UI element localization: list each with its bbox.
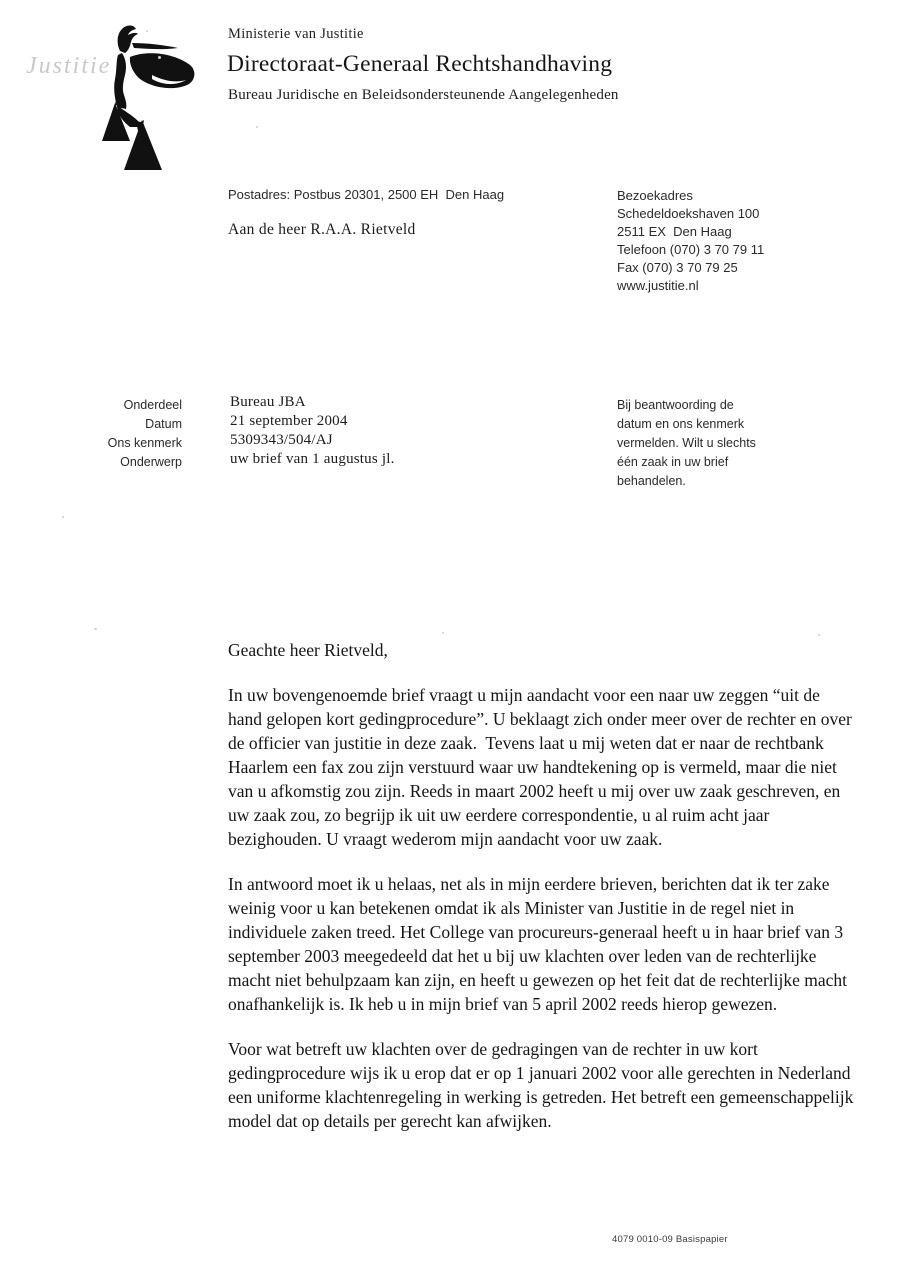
- scan-speck: [146, 30, 148, 32]
- meta-label-onderdeel: Onderdeel: [123, 398, 182, 412]
- meta-label-datum: Datum: [145, 417, 182, 431]
- ministry-name: Ministerie van Justitie: [228, 26, 364, 42]
- visit-address-line: Schedeldoekshaven 100: [617, 206, 760, 221]
- meta-label-ons-kenmerk: Ons kenmerk: [107, 436, 182, 450]
- recipient-line: Aan de heer R.A.A. Rietveld: [228, 221, 416, 238]
- meta-value-onderdeel: Bureau JBA: [230, 394, 306, 410]
- body-paragraph-3: Voor wat betreft uw klachten over de gedragingen van de rechter in uw kort gedingprocedure wijs ik u erop dat er op 1 januari 2002 voor alle gerechten in Nederland een uniforme klachtenregeling in werking is getreden. Het betreft een gemeenschappelijk model dat op details per gerecht kan afwijken.: [228, 1039, 858, 1131]
- visit-address-line: Telefoon (070) 3 70 79 11: [617, 242, 765, 257]
- reply-instruction-note: Bij beantwoording de datum en ons kenmerk vermelden. Wilt u slechts één zaak in uw brief behandelen.: [617, 398, 756, 488]
- directorate-title: Directoraat-Generaal Rechtshandhaving: [227, 51, 613, 77]
- scan-speck: [818, 634, 820, 636]
- justitie-watermark-text: Justitie: [26, 53, 112, 79]
- meta-values-column: [230, 393, 395, 469]
- paper-stock-code: 4079 0010-09 Basispapier: [612, 1234, 728, 1245]
- scan-speck: [62, 516, 64, 518]
- meta-value-datum: 21 september 2004: [230, 413, 348, 429]
- meta-value-onderwerp: uw brief van 1 augustus jl.: [230, 451, 395, 467]
- visit-website: www.justitie.nl: [617, 278, 699, 293]
- visit-address-block: [617, 187, 764, 295]
- justitia-logo: [92, 23, 212, 175]
- scan-speck: [442, 632, 444, 634]
- meta-label-onderwerp: Onderwerp: [120, 455, 182, 469]
- visit-address-title: Bezoekadres: [617, 188, 693, 203]
- letter-body: [228, 638, 856, 1154]
- body-paragraph-2: In antwoord moet ik u helaas, net als in mijn eerdere brieven, berichten dat ik ter zake weinig voor u kan betekenen omdat ik als Minister van Justitie in de regel niet in individuele zaken treed. Het College van procureurs-generaal heeft u in haar brief van 3 september 2003 meegedeeld dat het u bij uw klachten over leden van de rechterlijke macht niet behulpzaam kan zijn, en heeft u gewezen op het feit dat de rechterlijke macht onafhankelijk is. Ik heb u in mijn brief van 5 april 2002 reeds hierop gewezen.: [228, 874, 852, 1014]
- scan-speck: [158, 56, 161, 59]
- bureau-subtitle: Bureau Juridische en Beleidsondersteunende Aangelegenheden: [228, 87, 619, 103]
- meta-value-ons-kenmerk: 5309343/504/AJ: [230, 432, 333, 448]
- visit-address-line: 2511 EX Den Haag: [617, 224, 732, 239]
- scan-speck: [94, 628, 97, 630]
- visit-address-line: Fax (070) 3 70 79 25: [617, 260, 738, 275]
- meta-labels-column: [50, 396, 182, 472]
- salutation: Geachte heer Rietveld,: [228, 640, 388, 660]
- scan-speck: [256, 126, 258, 128]
- body-paragraph-1: In uw bovengenoemde brief vraagt u mijn aandacht voor een naar uw zeggen “uit de hand gelopen kort gedingprocedure”. U beklaagt zich onder meer over de rechter en over de officier van justitie in deze zaak. Tevens laat u mij weten dat er naar de rechtbank Haarlem een fax zou zijn verstuurd waar uw handtekening op is vermeld, maar die niet van u afkomstig zou zijn. Reeds in maart 2002 heeft u mij over uw zaak geschreven, en uw zaak zou, zo begrijp ik uit uw eerdere correspondentie, u al ruim acht jaar bezighouden. U vraagt wederom mijn aandacht voor uw zaak.: [228, 685, 857, 849]
- postal-address: Postadres: Postbus 20301, 2500 EH Den Haag: [228, 187, 505, 202]
- justitia-logo-graphic: [92, 23, 212, 175]
